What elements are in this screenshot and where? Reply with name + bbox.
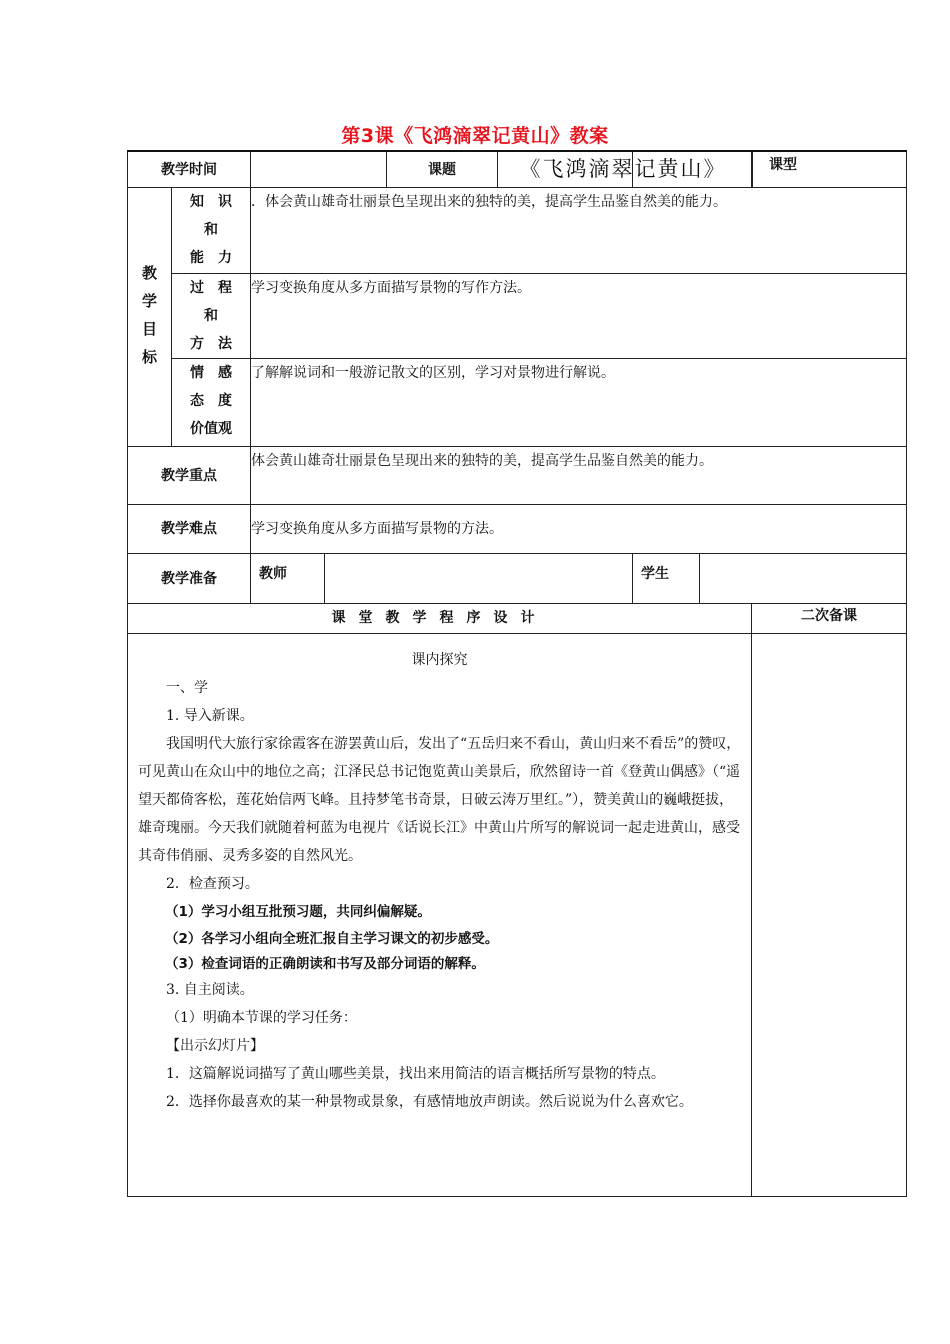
check-item: （3）检查词语的正确朗读和书写及部分词语的解释。: [165, 956, 485, 972]
key-points-text: 体会黄山雄奇壮丽景色呈现出来的独特的美，提高学生品鉴自然美的能力。: [251, 447, 907, 505]
objective-label-line: 能 力: [190, 250, 232, 266]
preparation-label: 教学准备: [128, 554, 251, 604]
procedure-heading: 课堂教学程序设计: [128, 604, 752, 634]
objective-label-line: 情 感: [190, 365, 232, 381]
course-title: 《飞鸿滴翠记黄山》: [519, 157, 727, 181]
task-item: 1．这篇解说词描写了黄山哪些美景，找出来用简洁的语言概括所写景物的特点。: [166, 1066, 665, 1082]
step-heading: 1. 导入新课。: [166, 708, 254, 724]
objective-label-line: 知 识: [190, 194, 232, 210]
objective-label-line: 过 程: [190, 280, 232, 296]
objective-label-line: 和: [204, 222, 218, 238]
key-points-label: 教学重点: [128, 447, 251, 505]
objectives-char-3: 目: [141, 320, 157, 338]
objective-label-line: 态 度: [190, 393, 232, 409]
difficulties-row: [128, 505, 907, 554]
intro-paragraph: 我国明代大旅行家徐霞客在游罢黄山后，发出了“五岳归来不看山，黄山归来不看岳”的赞叹，可见黄山在众山中的地位之高；江泽民总书记饱览黄山美景后，欣然留诗一首《登黄山偶感》（“遥望天都倚客松，莲花始信两飞峰。且持梦笔书奇景，日破云涛万里红。”），赞美黄山的巍峨挺拔，雄奇瑰丽。今天我们就随着柯蓝为电视片《话说长江》中黄山片所写的解说词一起走进黄山，感受其奇伟俏丽、灵秀多姿的自然风光。: [138, 736, 741, 864]
type-cell: [752, 151, 907, 188]
teaching-time-value: [251, 151, 387, 188]
objectives-char-2: 学: [141, 292, 157, 310]
part-heading: 一、学: [166, 680, 208, 696]
check-item: （1）学习小组互批预习题，共同纠偏解疑。: [165, 904, 431, 920]
procedure-content: [128, 634, 752, 1197]
difficulties-text: 学习变换角度从多方面描写景物的方法。: [251, 505, 907, 554]
objective-label-knowledge: [172, 188, 251, 274]
procedure-header-row: [128, 604, 907, 634]
student-value: [700, 554, 907, 604]
objectives-char-1: 教: [141, 264, 157, 282]
section-title: 课内探究: [411, 652, 468, 668]
objective-row-knowledge: [128, 188, 907, 274]
objective-label-line: 和: [204, 308, 218, 324]
objective-text-emotion: 了解解说词和一般游记散文的区别，学习对景物进行解说。: [251, 359, 907, 447]
objective-label-line: 方 法: [190, 336, 232, 352]
difficulties-label: 教学难点: [128, 505, 251, 554]
course-title-cell: [519, 151, 752, 188]
objective-label-process: [172, 274, 251, 359]
task-intro: （1）明确本节课的学习任务：: [166, 1010, 357, 1026]
topic-label: 课题: [387, 152, 498, 187]
preparation-row: [128, 554, 907, 604]
procedure-body-row: [128, 634, 907, 1197]
course-type-label: 课型: [752, 152, 813, 187]
teacher-label: 教师: [251, 554, 325, 604]
task-item: 2．选择你最喜欢的某一种景物或景象，有感情地放声朗读。然后说说为什么喜欢它。: [166, 1094, 693, 1110]
student-label: 学生: [633, 554, 700, 604]
objective-text-knowledge: ．体会黄山雄奇壮丽景色呈现出来的独特的美，提高学生品鉴自然美的能力。: [251, 188, 907, 274]
step-heading: 3. 自主阅读。: [166, 982, 254, 998]
lesson-plan-table: [127, 150, 907, 1197]
objective-text-process: 学习变换角度从多方面描写景物的写作方法。: [251, 274, 907, 359]
objective-label-emotion: [172, 359, 251, 447]
objectives-char-4: 标: [141, 348, 157, 366]
step-heading: 2．检查预习。: [166, 876, 259, 892]
second-prep-label: 二次备课: [752, 604, 907, 634]
teacher-value: [325, 554, 633, 604]
objective-label-line: 价值观: [190, 421, 232, 437]
teaching-time-label: 教学时间: [128, 151, 251, 188]
objective-row-emotion: [128, 359, 907, 447]
second-prep-column: [752, 634, 907, 1197]
objectives-group-label: [128, 188, 172, 447]
check-item: （2）各学习小组向全班汇报自主学习课文的初步感受。: [165, 931, 499, 947]
key-points-row: [128, 447, 907, 505]
page-title: 第3课《飞鸿滴翠记黄山》教案: [341, 125, 609, 147]
objective-row-process: [128, 274, 907, 359]
slide-label: 【出示幻灯片】: [166, 1038, 264, 1054]
header-row: [128, 151, 907, 188]
